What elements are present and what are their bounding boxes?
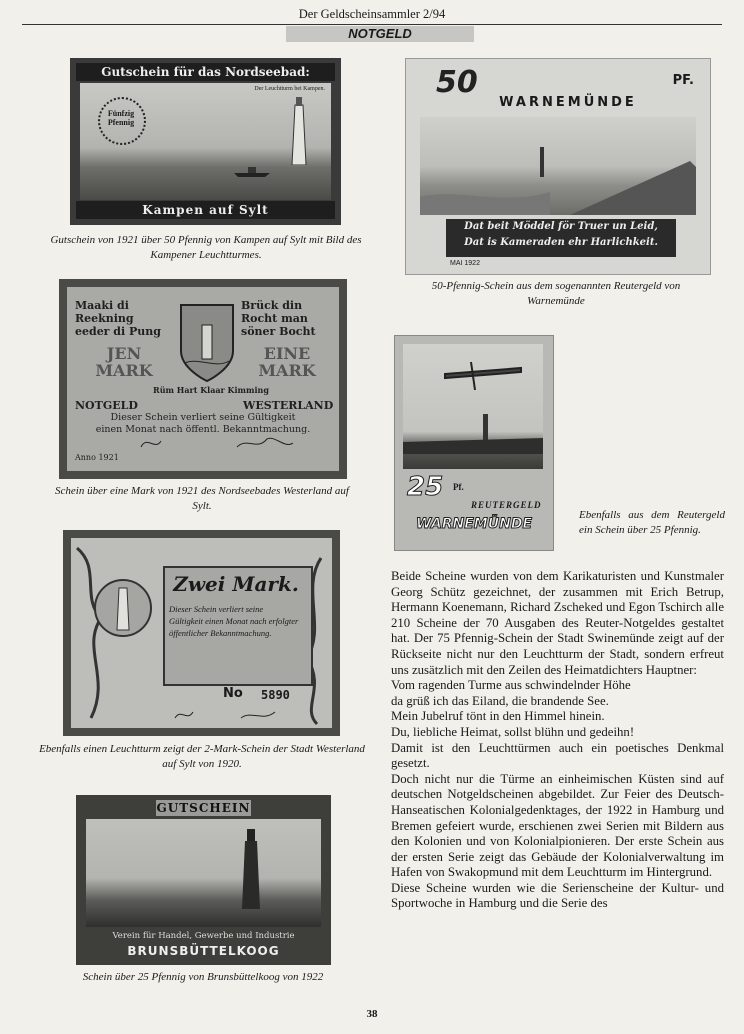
lighthouse-illustration xyxy=(236,829,266,909)
footer-line-2: BRUNSBÜTTELKOOG xyxy=(127,944,280,958)
left-verse-1: Maaki di xyxy=(75,299,129,312)
banknote-field xyxy=(67,287,339,471)
left-verse-3: eeder di Pung xyxy=(75,325,161,338)
banknote-subtitle: Der Leuchtturm bei Kampen. xyxy=(254,86,325,92)
footer-line-1: Verein für Handel, Gewerbe und Industrie xyxy=(112,931,295,941)
banknote-picture xyxy=(80,83,331,200)
banknote-value: Fünfzig Pfennig xyxy=(107,109,135,127)
article-body xyxy=(391,569,724,912)
banknote-title: Gutschein für das Nordseebad: xyxy=(76,63,335,81)
caption-brunsbuettel: Schein über 25 Pfennig von Brunsbüttelkoog von 1922 xyxy=(82,971,324,983)
paragraph: Doch nicht nur die Türme an einheimischen Küsten sind auf deutschen Notgeldscheinen abgebildet. Zur Feier des Deutsch-Hanseatischen Kolonialgedenktages, der 1922 in Hamburg und Bremen gefeiert wurde, erschienen zwei Serien mit Bildern aus den Kolonien und von Kolonialpionieren. Der erste Schein aus der ersten Serie zeigt das Gebäude der Kolonialverwaltung im Hafen von Swakopmund mit dem Leuchtturm im Hintergrund. xyxy=(391,771,724,880)
verse-line: Vom ragenden Turme aus schwindelnder Höhe xyxy=(391,678,631,693)
page-number: 38 xyxy=(366,1008,378,1020)
verse-line: Mein Jubelruf tönt in den Himmel hinein. xyxy=(391,709,605,724)
banknote-warnemuende-25 xyxy=(394,335,554,551)
signature xyxy=(171,706,311,724)
lighthouse-illustration xyxy=(93,574,153,644)
motto-line-2: Dat is Kameraden ehr Harlichkeit. xyxy=(464,237,658,248)
denomination-unit: Pf. xyxy=(453,482,464,492)
paragraph: Beide Scheine wurden von dem Karikaturisten und Kunstmaler Georg Schütz gezeichnet, der zusammen mit Erich Betrup, Hermann Koenemann, Richard Zscheked und Egon Tschirch alle 210 Scheine der 70 Ausgaben des Reuter-Notgeldes gestaltet hat. Der 75 Pfennig-Schein der Stadt Swinemünde zeigt auf der Rückseite nicht nur den Leuchtturm der Stadt, sondern erfreut uns zusätzlich mit den Zeilen des Heimatdichters Hauptner: xyxy=(391,569,724,677)
value-right: EINE MARK xyxy=(258,344,316,380)
banknote-brunsbuettel xyxy=(76,795,331,965)
serial-prefix: No xyxy=(223,686,243,701)
harbour-skyline-illustration xyxy=(403,414,543,454)
banknote-bottom-band: Kampen auf Sylt xyxy=(76,201,335,219)
coat-of-arms-illustration xyxy=(179,303,235,383)
header-rule xyxy=(22,24,722,25)
motto-line-1: Dat beit Möddel för Truer un Leid, xyxy=(464,221,658,232)
denomination: 25 xyxy=(407,472,444,502)
ribbon: Rüm Hart Klaar Kimming xyxy=(153,385,269,395)
lighthouse-illustration xyxy=(288,95,310,165)
validity-line-1: Dieser Schein verliert seine xyxy=(169,604,264,614)
note-label: NOTGELD xyxy=(75,399,138,412)
banknote-picture xyxy=(403,344,543,469)
paragraph: Diese Scheine wurden wie die Serienscheine der Kultur- und Sportwoche in Hamburg und die Serie des xyxy=(391,880,724,911)
pier-illustration xyxy=(420,147,696,215)
issue-year: Anno 1921 xyxy=(75,453,119,462)
validity-line-2: Gültigkeit einen Monat nach erfolgter xyxy=(169,616,299,626)
motto-panel xyxy=(446,219,676,257)
caption-kampen: Gutschein von 1921 über 50 Pfennig von Kampen auf Sylt mit Bild des Kampener Leuchtturmes. xyxy=(50,234,362,261)
ship-illustration xyxy=(232,163,272,177)
banknote-picture xyxy=(420,117,696,215)
validity-line-1: Dieser Schein verliert seine Gültigkeit xyxy=(110,412,296,423)
banknote-warnemuende-50 xyxy=(405,58,711,275)
left-verse-2: Reekning xyxy=(75,312,134,325)
airplane-illustration xyxy=(441,358,525,394)
right-verse-2: Rocht man xyxy=(241,312,308,325)
banknote-westerland-mark xyxy=(59,279,347,479)
caption-warnemuende-50: 50-Pfennig-Schein aus dem sogenannten Reutergeld von Warnemünde xyxy=(431,280,681,307)
banknote-picture xyxy=(86,819,321,927)
verse-line: da grüß ich das Eiland, die brandende See. xyxy=(391,693,609,708)
banknote-value: Zwei Mark. xyxy=(173,572,299,596)
serial-number: 5890 xyxy=(261,688,290,702)
caption-westerland-2: Ebenfalls einen Leuchtturm zeigt der 2-Mark-Schein der Stadt Westerland auf Sylt von 1920. xyxy=(39,743,365,770)
place-arch: WARNEMÜNDE xyxy=(499,95,637,110)
issue-date: MAI 1922 xyxy=(450,260,480,267)
running-header: Der Geldscheinsammler 2/94 xyxy=(298,7,446,21)
section-label: NOTGELD xyxy=(286,26,474,42)
banknote-title: GUTSCHEIN xyxy=(156,801,251,815)
denomination: 50 xyxy=(436,65,478,100)
value-left: JEN MARK xyxy=(95,344,153,380)
side-note-warnemuende-25: Ebenfalls aus dem Reutergeld ein Schein über 25 Pfennig. xyxy=(579,509,725,536)
paragraph: Damit ist den Leuchttürmen auch ein poetisches Denkmal gesetzt. xyxy=(391,740,724,771)
signature xyxy=(137,433,297,453)
denomination-unit: PF. xyxy=(672,73,694,88)
right-verse-1: Brück din xyxy=(241,299,303,312)
validity-line-3: öffentlicher Bekanntmachung. xyxy=(169,628,272,638)
note-place: WESTERLAND xyxy=(243,399,334,412)
banknote-westerland-2 xyxy=(63,530,340,736)
caption-westerland-mark: Schein über eine Mark von 1921 des Nordseebades Westerland auf Sylt. xyxy=(55,485,349,512)
validity-line-2: einen Monat nach öffentl. Bekanntmachung. xyxy=(95,424,311,435)
right-verse-3: söner Bocht xyxy=(241,325,316,338)
banknote-field xyxy=(71,538,332,728)
series-word: REUTERGELD xyxy=(471,500,542,510)
verse-line: Du, liebliche Heimat, sollst blühn und gedeihn! xyxy=(391,724,635,739)
place-name: WARNEMÜNDE xyxy=(415,516,533,532)
banknote-kampen xyxy=(70,58,341,225)
